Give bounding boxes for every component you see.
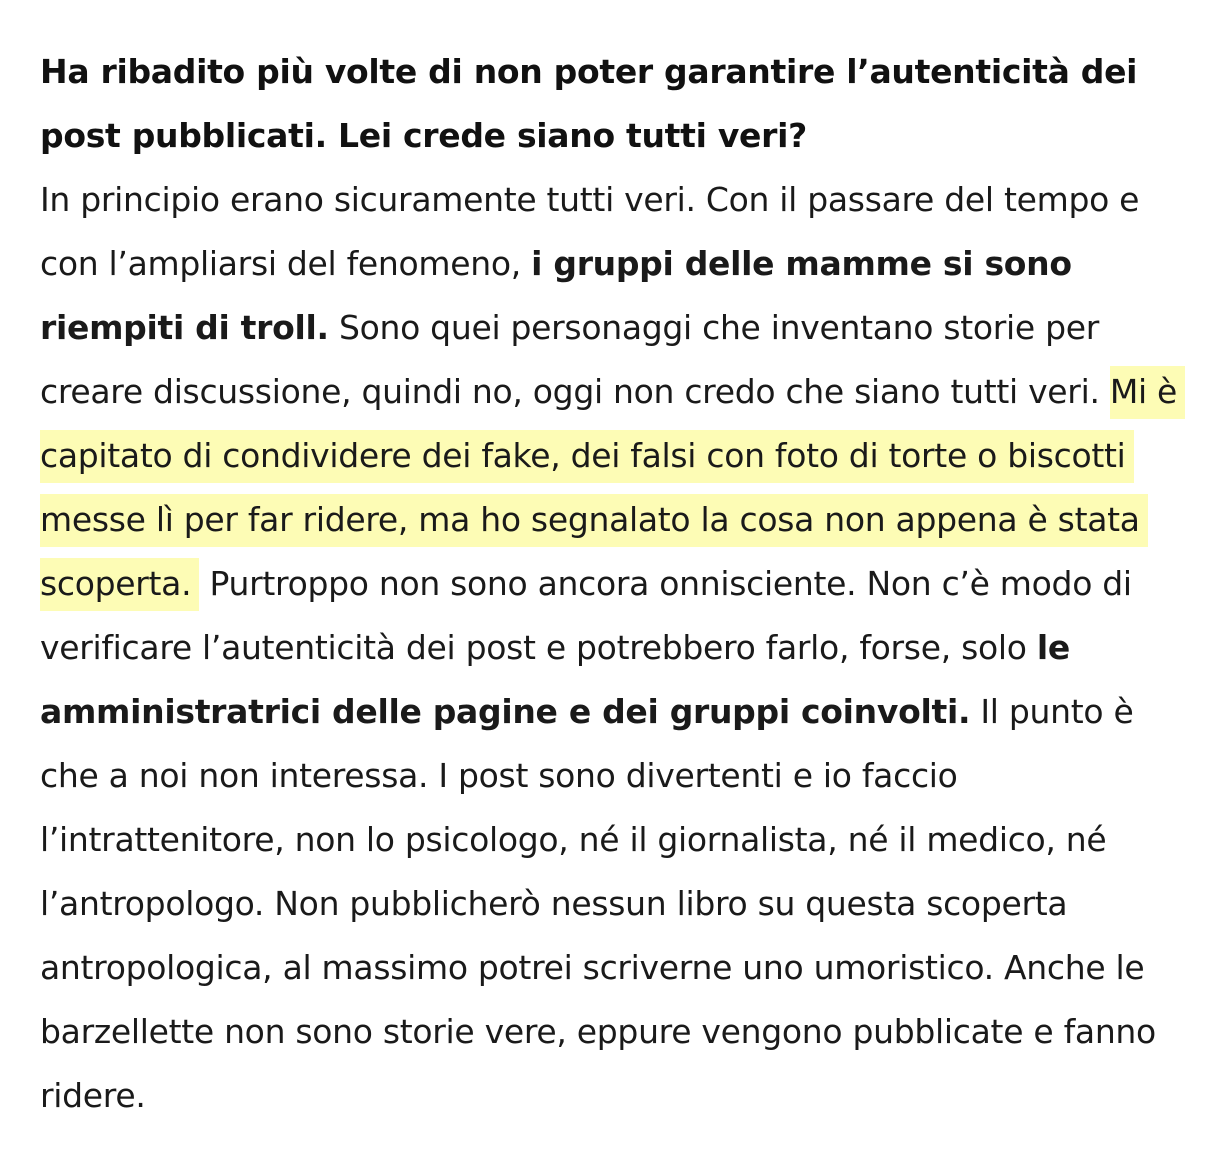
answer-text-2: Sono quei personaggi che inventano storie per creare discussione, quindi no, oggi non credo che siano tutti veri.: [40, 308, 1110, 411]
interview-answer: [40, 168, 1188, 1128]
highlighted-text[interactable]: Mi è capitato di condividere dei fake, dei falsi con foto di torte o biscotti messe lì per far ridere, ma ho segnalato la cosa non appena è stata scoperta.: [40, 366, 1185, 611]
article-body: [40, 40, 1188, 1128]
answer-bold-trolls: i gruppi delle mamme si sono riempiti di troll.: [40, 244, 1072, 347]
answer-text-4: Il punto è che a noi non interessa. I post sono divertenti e io faccio l’intrattenitore, non lo psicologo, né il giornalista, né il medico, né l’antropologo. Non pubblicherò nessun libro su questa scoperta antropologica, al massimo potrei scriverne uno umoristico. Anche le barzellette non sono storie vere, eppure vengono pubblicate e fanno ridere.: [40, 692, 1156, 1115]
answer-text-1: In principio erano sicuramente tutti veri. Con il passare del tempo e con l’ampliarsi del fenomeno,: [40, 180, 1140, 283]
interview-question: Ha ribadito più volte di non poter garantire l’autenticità dei post pubblicati. Lei crede siano tutti veri?: [40, 52, 1138, 155]
answer-text-3: Purtroppo non sono ancora onnisciente. Non c’è modo di verificare l’autenticità dei post e potrebbero farlo, forse, solo: [40, 564, 1132, 667]
answer-bold-admins: le amministratrici delle pagine e dei gruppi coinvolti.: [40, 628, 1070, 731]
